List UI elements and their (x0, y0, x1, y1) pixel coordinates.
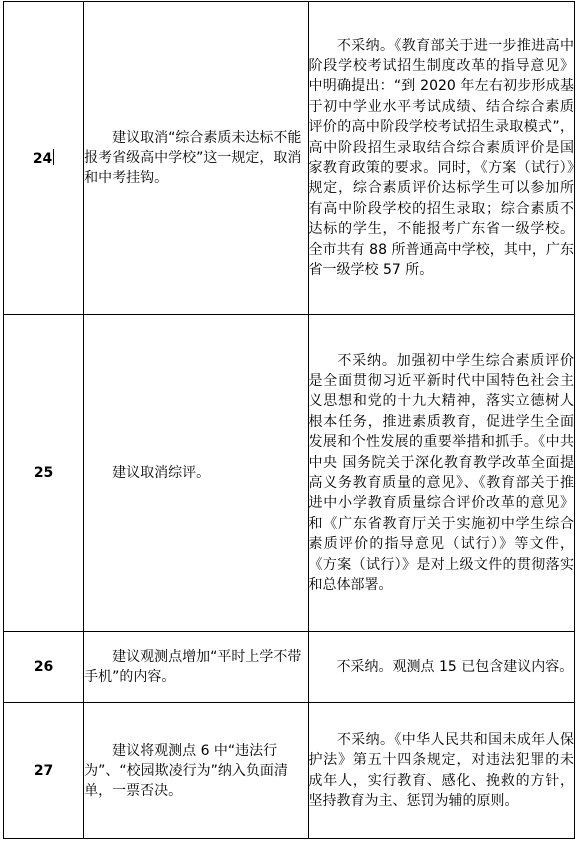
suggestion-cell (84, 703, 308, 839)
response-cell (308, 2, 574, 315)
response-cell (308, 315, 574, 632)
row-number-cell (4, 632, 84, 703)
response-text: 不采纳。加强初中学生综合素质评价是全面贯彻习近平新时代中国特色社会主义思想和党的十九大精神，落实立德树人根本任务，推进素质教育，促进学生全面发展和个性发展的重要举措和抓手。《中共中央 国务院关于深化教育教学改革全面提高义务教育质量的意见》、《教育部关于推进中小学教育质量综合评价改革的意见》和《广东省教育厅关于实施初中学生综合素质评价的指导意见（试行）》等文件，《方案（试行）》是对上级文件的贯彻落实和总体部署。 (308, 352, 574, 594)
row-number: 26 (33, 659, 54, 675)
suggestion-cell (84, 632, 308, 703)
response-cell (308, 632, 574, 703)
suggestion-cell (84, 2, 308, 315)
row-number: 27 (33, 762, 54, 779)
row-number-cell (4, 315, 84, 632)
suggestion-cell (84, 315, 308, 632)
suggestion-text: 建议将观测点 6 中“违法行为”、“校园欺凌行为”纳入负面清单，一票否决。 (84, 742, 288, 799)
response-cell (308, 703, 574, 839)
row-number-cell (4, 703, 84, 839)
suggestion-text: 建议取消综评。 (112, 465, 211, 481)
suggestion-text: 建议观测点增加“平时上学不带手机”的内容。 (84, 649, 302, 685)
row-number-cell (4, 2, 84, 315)
row-number: 24 (32, 151, 53, 167)
table-row (4, 703, 575, 839)
response-text: 不采纳。观测点 15 已包含建议内容。 (336, 658, 574, 675)
response-text: 不采纳。《中华人民共和国未成年人保护法》第五十四条规定，对违法犯罪的未成年人，实行教育、感化、挽救的方针，坚持教育为主、惩罚为辅的原则。 (308, 731, 574, 809)
table-row (4, 315, 575, 632)
suggestion-text: 建议取消“综合素质未达标不能报考省级高中学校”这一规定，取消和中考挂钩。 (84, 130, 302, 186)
text-cursor (53, 149, 54, 165)
table-row (4, 632, 575, 703)
row-number: 25 (33, 465, 54, 481)
opinion-response-table (3, 1, 575, 839)
response-text: 不采纳。《教育部关于进一步推进高中阶段学校考试招生制度改革的指导意见》中明确提出：“到 2020 年左右初步形成基于初中学业水平考试成绩、结合综合素质评价的高中阶段学校考试招生录取模式”，高中阶段招生录取结合综合素质评价是国家教育政策的要求。同时，《方案（试行）》规定，综合素质评价达标学生可以参加所有高中阶段学校的招生录取；综合素质不达标的学生，不能报考广东省一级学校。全市共有 88 所普通高中学校，其中，广东省一级学校 57 所。 (308, 37, 574, 279)
table-row (4, 2, 575, 315)
